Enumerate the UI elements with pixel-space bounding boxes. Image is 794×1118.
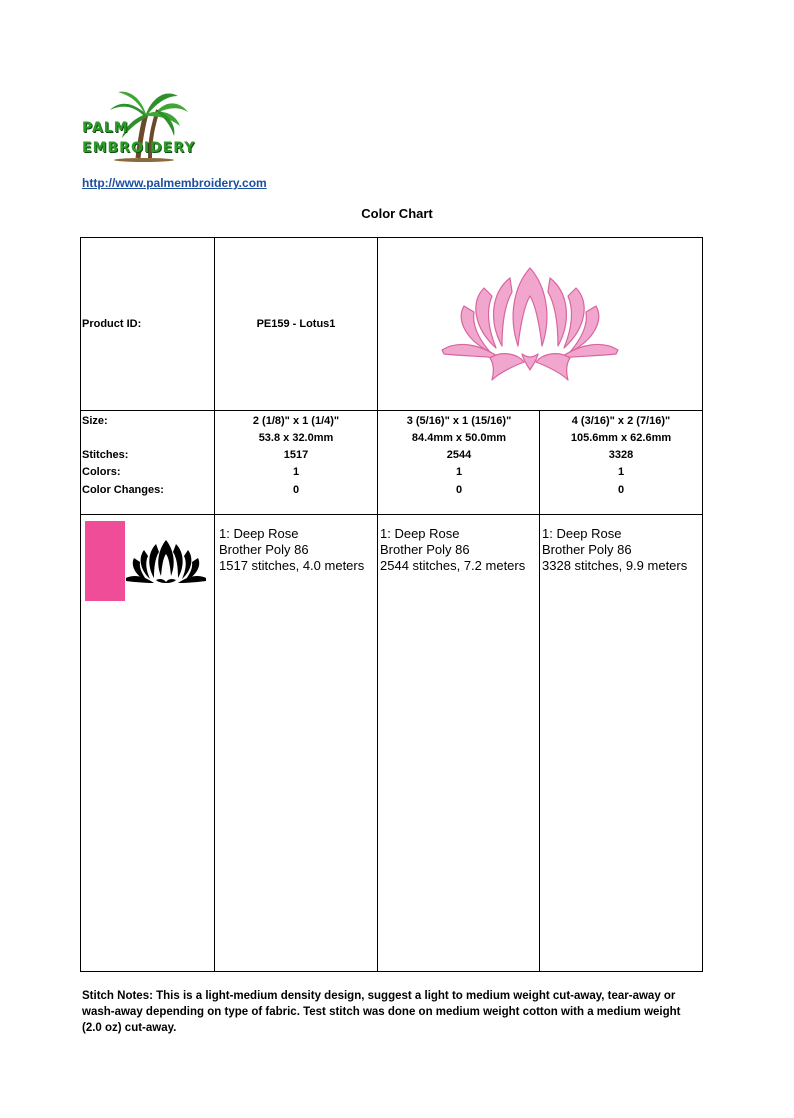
- thread-2-name: 1: Deep Rose: [380, 526, 460, 541]
- col-divider-2: [377, 237, 378, 972]
- size-2-inches: 3 (5/16)" x 1 (15/16)": [406, 415, 512, 427]
- size-3-mm: 105.6mm x 62.6mm: [570, 432, 672, 444]
- thread-1-name: 1: Deep Rose: [219, 526, 299, 541]
- product-id-value: PE159 - Lotus1: [256, 318, 336, 330]
- size-2-colors: 1: [455, 466, 463, 478]
- thread-1-usage: 1517 stitches, 4.0 meters: [219, 558, 365, 573]
- lotus-silhouette-icon: [126, 536, 206, 586]
- thread-info-size-2: [380, 526, 525, 574]
- size-2-color-changes: 0: [455, 484, 463, 496]
- row-divider-2: [80, 514, 703, 515]
- table-border-right: [702, 237, 703, 972]
- thread-info-size-1: [219, 526, 364, 574]
- color-changes-label: Color Changes:: [82, 484, 164, 496]
- stitches-label: Stitches:: [82, 449, 129, 461]
- table-border-bottom: [80, 971, 703, 972]
- size-2-mm: 84.4mm x 50.0mm: [411, 432, 507, 444]
- thread-1-brand: Brother Poly 86: [219, 542, 309, 557]
- row-divider-1: [80, 410, 703, 411]
- website-link[interactable]: http://www.palmembroidery.com: [82, 176, 267, 190]
- logo-line-1: PALM: [82, 120, 129, 136]
- thread-info-size-3: [542, 526, 687, 574]
- logo-wordmark: [82, 118, 195, 158]
- size-3-color-changes: 0: [617, 484, 625, 496]
- thread-color-swatch: [85, 521, 125, 601]
- size-1-stitches: 1517: [283, 449, 309, 461]
- thread-3-name: 1: Deep Rose: [542, 526, 622, 541]
- size-3-inches: 4 (3/16)" x 2 (7/16)": [571, 415, 671, 427]
- logo-line-2: EMBROIDERY: [82, 140, 196, 156]
- size-2-stitches: 2544: [446, 449, 472, 461]
- size-1-mm: 53.8 x 32.0mm: [258, 432, 334, 444]
- product-id-label: Product ID:: [82, 318, 142, 330]
- page-title: Color Chart: [361, 206, 433, 221]
- size-1-inches: 2 (1/8)" x 1 (1/4)": [252, 415, 340, 427]
- table-border-left: [80, 237, 81, 972]
- table-border-top: [80, 237, 703, 238]
- size-3-colors: 1: [617, 466, 625, 478]
- size-label: Size:: [82, 415, 108, 427]
- lotus-design-preview-icon: [440, 262, 620, 384]
- thread-3-brand: Brother Poly 86: [542, 542, 632, 557]
- size-1-color-changes: 0: [292, 484, 300, 496]
- colors-label: Colors:: [82, 466, 121, 478]
- size-3-stitches: 3328: [608, 449, 634, 461]
- size-1-colors: 1: [292, 466, 300, 478]
- thread-2-usage: 2544 stitches, 7.2 meters: [380, 558, 526, 573]
- thread-2-brand: Brother Poly 86: [380, 542, 470, 557]
- stitch-notes: Stitch Notes: This is a light-medium density design, suggest a light to medium weight cut-away, tear-away or wash-away depending on type of fabric. Test stitch was done on medium weight cotton with a medium weight (2.0 oz) cut-away.: [82, 990, 681, 1034]
- thread-3-usage: 3328 stitches, 9.9 meters: [542, 558, 688, 573]
- col-divider-1: [214, 237, 215, 972]
